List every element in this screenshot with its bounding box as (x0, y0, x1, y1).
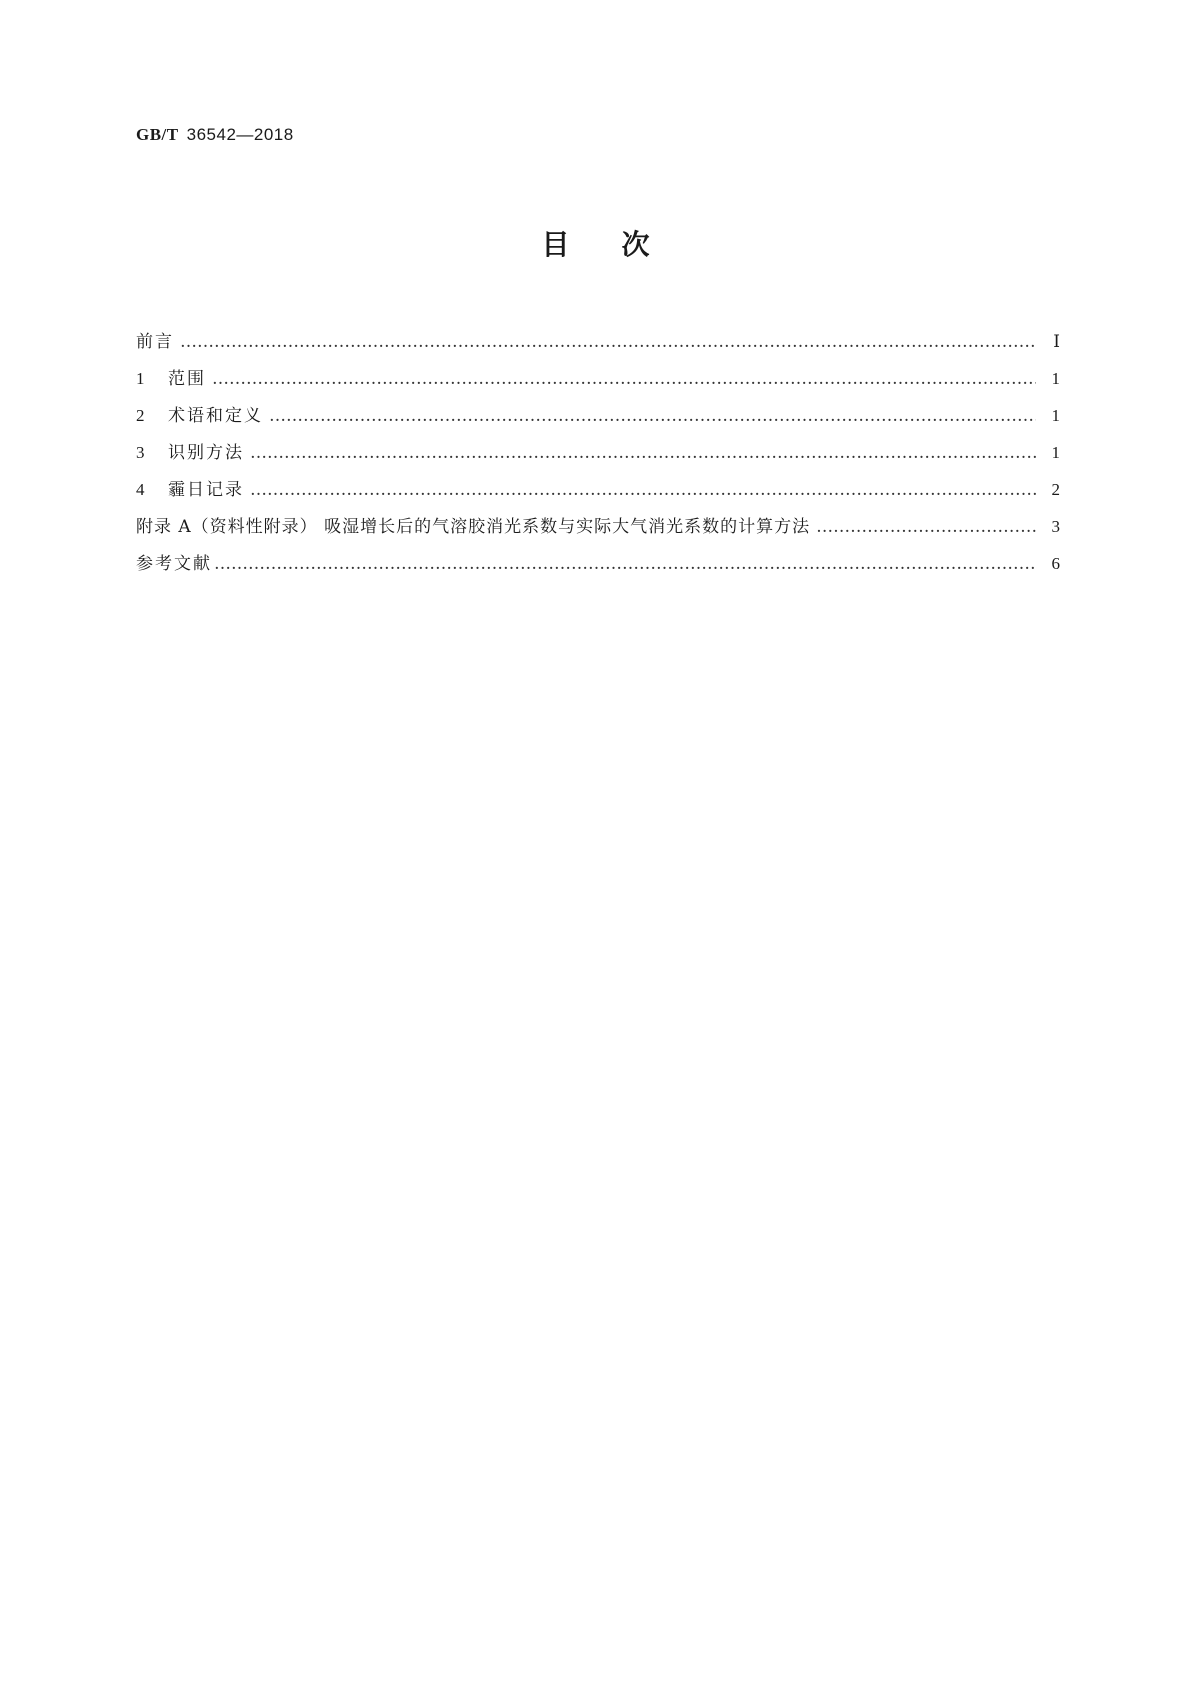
toc-leader-dots (816, 509, 1036, 546)
toc-entry-label: 参考文献 (136, 554, 212, 574)
toc-entry-number: 3 (136, 443, 145, 462)
toc-entry-label: 霾日记录 (168, 480, 244, 500)
toc-leader-dots (250, 472, 1036, 509)
toc-entry-annex-a[interactable] (136, 508, 1060, 545)
standard-number: 36542—2018 (186, 125, 294, 144)
table-of-contents (136, 323, 1060, 582)
standard-code (136, 125, 294, 145)
toc-entry-label: 附录 A（资料性附录） 吸湿增长后的气溶胶消光系数与实际大气消光系数的计算方法 (136, 517, 811, 537)
toc-entry-page: 2 (1051, 480, 1060, 499)
toc-entry-page: 1 (1051, 369, 1060, 388)
title-char-2: 次 (621, 228, 650, 261)
toc-entry-foreword[interactable] (136, 323, 1060, 360)
toc-leader-dots (250, 435, 1036, 472)
toc-entry-label: 前言 (136, 332, 174, 352)
title-char-1: 目 (541, 228, 570, 261)
toc-entry-page: 3 (1051, 517, 1060, 536)
toc-entry-terms[interactable] (136, 397, 1060, 434)
toc-entry-label: 范围 (168, 369, 206, 389)
toc-leader-dots (269, 398, 1036, 435)
toc-entry-label: 术语和定义 (168, 406, 263, 426)
toc-entry-haze-record[interactable] (136, 471, 1060, 508)
toc-leader-dots (212, 361, 1036, 398)
toc-entry-scope[interactable] (136, 360, 1060, 397)
toc-entry-label: 识别方法 (168, 443, 244, 463)
toc-leader-dots (180, 324, 1036, 361)
toc-entry-page: 6 (1051, 554, 1060, 573)
toc-entry-number: 1 (136, 369, 145, 388)
toc-leader-dots (214, 546, 1036, 583)
standard-prefix: GB/T (136, 125, 179, 144)
toc-entry-page: 1 (1051, 406, 1060, 425)
toc-entry-number: 2 (136, 406, 145, 425)
toc-entry-identification[interactable] (136, 434, 1060, 471)
toc-entry-page: 1 (1051, 443, 1060, 462)
toc-entry-page: Ⅰ (1053, 332, 1060, 351)
toc-entry-number: 4 (136, 480, 145, 499)
page-title (0, 225, 1191, 265)
toc-entry-bibliography[interactable] (136, 545, 1060, 582)
